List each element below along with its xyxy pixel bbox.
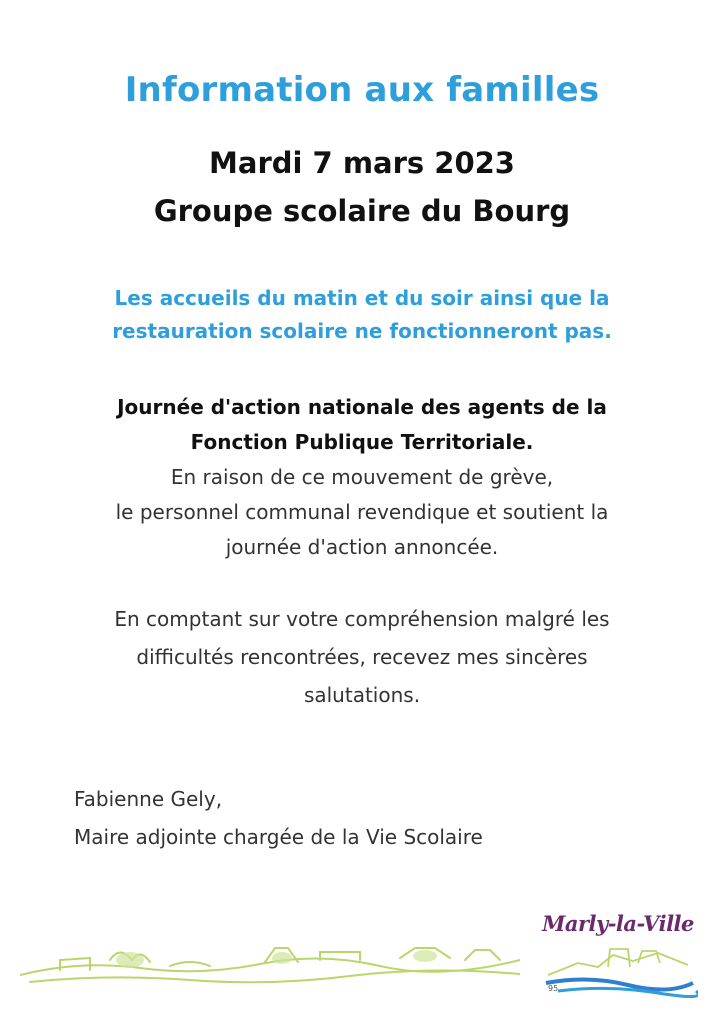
event-date: Mardi 7 mars 2023 (209, 146, 515, 180)
closing-line: En comptant sur votre compréhension malgré les (114, 607, 610, 631)
school-name: Groupe scolaire du Bourg (153, 194, 571, 228)
signatory-role: Maire adjointe chargée de la Vie Scolaire (74, 825, 483, 849)
logo-text: Marly-la-Ville (542, 911, 694, 936)
landscape-illustration (20, 930, 520, 990)
notice-line: restauration scolaire ne fonctionneront pas. (112, 319, 612, 343)
notice-line: Les accueils du matin et du soir ainsi que la (114, 286, 610, 310)
body-bold-line: Fonction Publique Territoriale. (190, 430, 534, 454)
signature-block (74, 780, 483, 856)
strike-explanation (40, 390, 684, 565)
body-line: En raison de ce mouvement de grève, (170, 465, 554, 489)
body-bold-line: Journée d'action nationale des agents de la (117, 395, 607, 419)
service-notice (60, 282, 664, 348)
logo-number: 95 (548, 984, 559, 993)
closing-line: salutations. (303, 683, 421, 707)
town-logo (538, 905, 698, 1000)
logo-artwork (538, 905, 698, 1000)
body-line: le personnel communal revendique et soutient la (115, 500, 609, 524)
signatory-name: Fabienne Gely, (74, 787, 223, 811)
closing-paragraph (40, 600, 684, 714)
page-title: Information aux familles (124, 70, 600, 110)
body-line: journée d'action annoncée. (225, 535, 499, 559)
closing-line: difficultés rencontrées, recevez mes sincères (136, 645, 588, 669)
